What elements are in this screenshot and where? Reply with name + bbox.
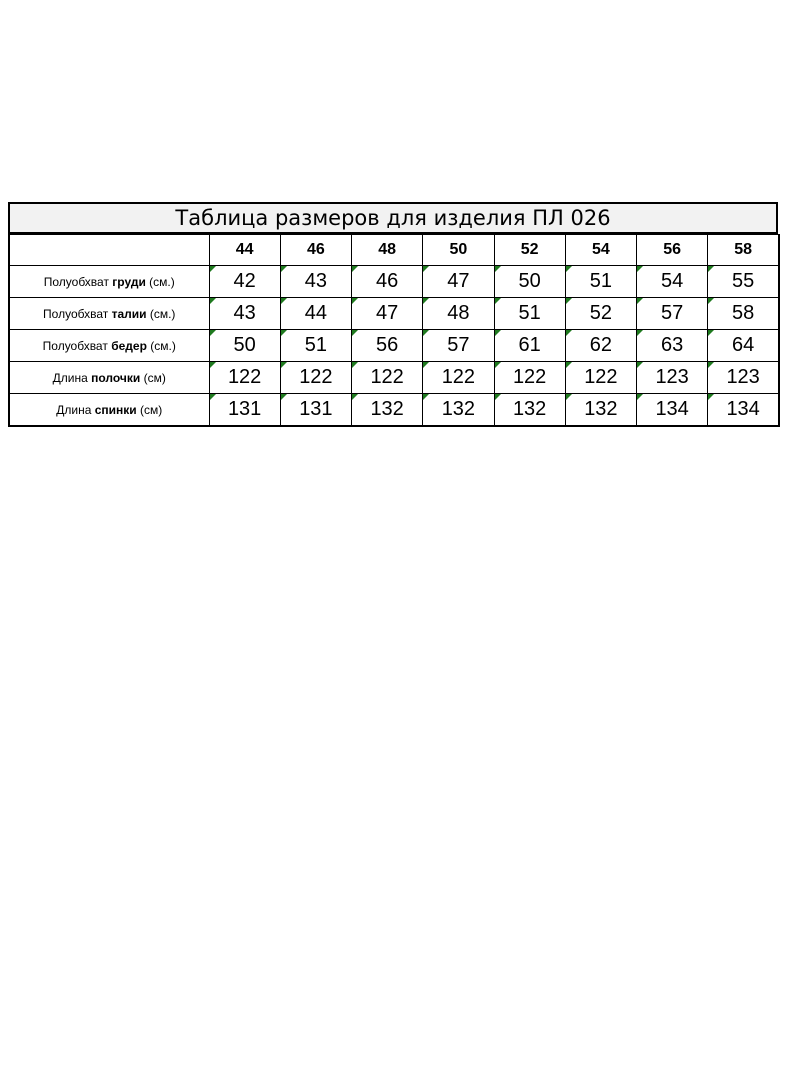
size-header-row: [9, 235, 779, 266]
table-row: [9, 330, 779, 362]
measurement-cell: 57: [423, 330, 494, 362]
size-header-cell: 54: [565, 235, 636, 266]
measurement-cell: 43: [280, 266, 351, 298]
row-label: Полуобхват бедер (см.): [9, 330, 209, 362]
measurement-cell: 46: [352, 266, 423, 298]
measurement-cell: 51: [565, 266, 636, 298]
measurement-cell: 44: [280, 298, 351, 330]
measurement-cell: 47: [352, 298, 423, 330]
size-chart: [8, 202, 778, 423]
measurement-cell: 132: [565, 394, 636, 427]
row-label: Длина спинки (см): [9, 394, 209, 427]
size-header-cell: 46: [280, 235, 351, 266]
measurement-cell: 43: [209, 298, 280, 330]
measurement-cell: 134: [637, 394, 708, 427]
measurement-cell: 131: [280, 394, 351, 427]
measurement-cell: 61: [494, 330, 565, 362]
measurement-cell: 132: [494, 394, 565, 427]
size-table: [8, 234, 780, 427]
size-header-cell: 50: [423, 235, 494, 266]
row-label: Длина полочки (см): [9, 362, 209, 394]
table-row: [9, 298, 779, 330]
table-title-text: Таблица размеров для изделия ПЛ 026: [175, 206, 611, 230]
size-header-cell: 52: [494, 235, 565, 266]
measurement-cell: 132: [423, 394, 494, 427]
measurement-cell: 122: [423, 362, 494, 394]
measurement-cell: 123: [708, 362, 779, 394]
measurement-cell: 64: [708, 330, 779, 362]
measurement-cell: 48: [423, 298, 494, 330]
measurement-cell: 54: [637, 266, 708, 298]
size-header-cell: 44: [209, 235, 280, 266]
size-header-cell: 58: [708, 235, 779, 266]
measurement-cell: 52: [565, 298, 636, 330]
row-label: Полуобхват груди (см.): [9, 266, 209, 298]
table-row: [9, 362, 779, 394]
table-row: [9, 266, 779, 298]
measurement-cell: 122: [280, 362, 351, 394]
measurement-cell: 122: [352, 362, 423, 394]
table-title: [8, 202, 778, 234]
measurement-cell: 131: [209, 394, 280, 427]
measurement-cell: 123: [637, 362, 708, 394]
measurement-cell: 51: [280, 330, 351, 362]
measurement-cell: 42: [209, 266, 280, 298]
measurement-cell: 47: [423, 266, 494, 298]
row-label: Полуобхват талии (см.): [9, 298, 209, 330]
size-header-cell: 48: [352, 235, 423, 266]
measurement-cell: 122: [209, 362, 280, 394]
size-header-cell: 56: [637, 235, 708, 266]
measurement-cell: 132: [352, 394, 423, 427]
measurement-cell: 56: [352, 330, 423, 362]
measurement-cell: 122: [494, 362, 565, 394]
measurement-cell: 55: [708, 266, 779, 298]
measurement-cell: 134: [708, 394, 779, 427]
measurement-cell: 50: [494, 266, 565, 298]
measurement-cell: 122: [565, 362, 636, 394]
measurement-cell: 57: [637, 298, 708, 330]
header-corner-cell: [9, 235, 209, 266]
table-row: [9, 394, 779, 427]
measurement-cell: 50: [209, 330, 280, 362]
measurement-cell: 62: [565, 330, 636, 362]
measurement-cell: 63: [637, 330, 708, 362]
measurement-cell: 58: [708, 298, 779, 330]
measurement-cell: 51: [494, 298, 565, 330]
